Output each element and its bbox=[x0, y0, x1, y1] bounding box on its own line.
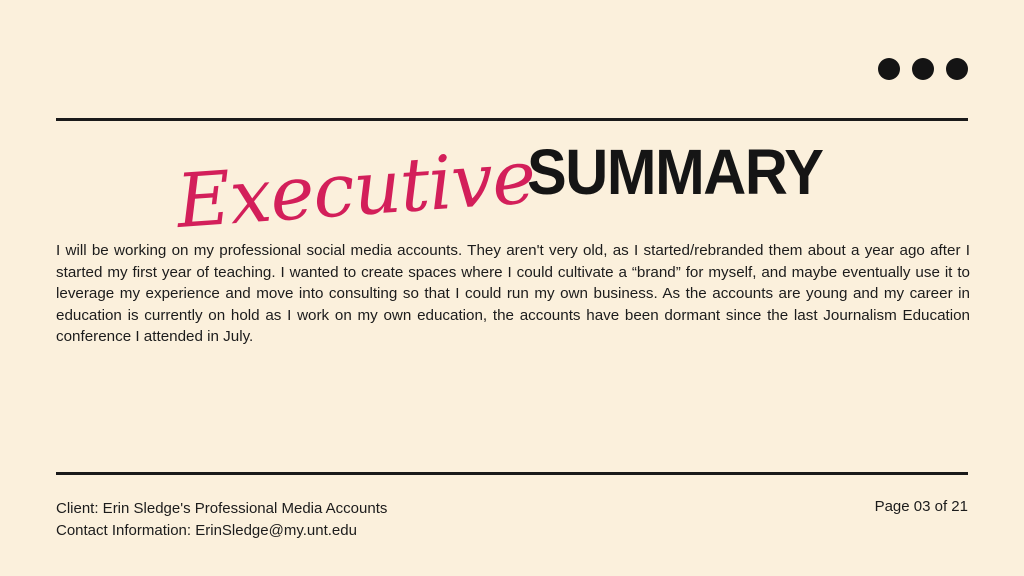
divider-bottom bbox=[56, 472, 968, 475]
divider-top bbox=[56, 118, 968, 121]
dot-icon bbox=[878, 58, 900, 80]
footer-client-line: Client: Erin Sledge's Professional Media Accounts bbox=[56, 500, 388, 517]
title-script-word: Executive bbox=[173, 134, 538, 246]
title-bold-word: SUMMARY bbox=[527, 136, 823, 208]
body-paragraph: I will be working on my professional social media accounts. They aren't very old, as I started/rebranded them about a year ago after I started my first year of teaching. I wanted to create spaces where I could cultivate a “brand” for myself, and maybe eventually use it to leverage my experience and move into consulting so that I could run my own business. As the accounts are young and my career in education is currently on hold as I work on my own education, the accounts have been dormant since the last Journalism Education conference I attended in July. bbox=[56, 242, 970, 346]
dot-icon bbox=[912, 58, 934, 80]
footer-contact-line: Contact Information: ErinSledge@my.unt.edu bbox=[56, 521, 357, 539]
page-title bbox=[0, 128, 1024, 246]
dot-icon bbox=[946, 58, 968, 80]
footer-left-block bbox=[56, 498, 387, 542]
footer-page-number: Page 03 of 21 bbox=[874, 498, 968, 515]
decorative-dots-group bbox=[878, 58, 968, 80]
